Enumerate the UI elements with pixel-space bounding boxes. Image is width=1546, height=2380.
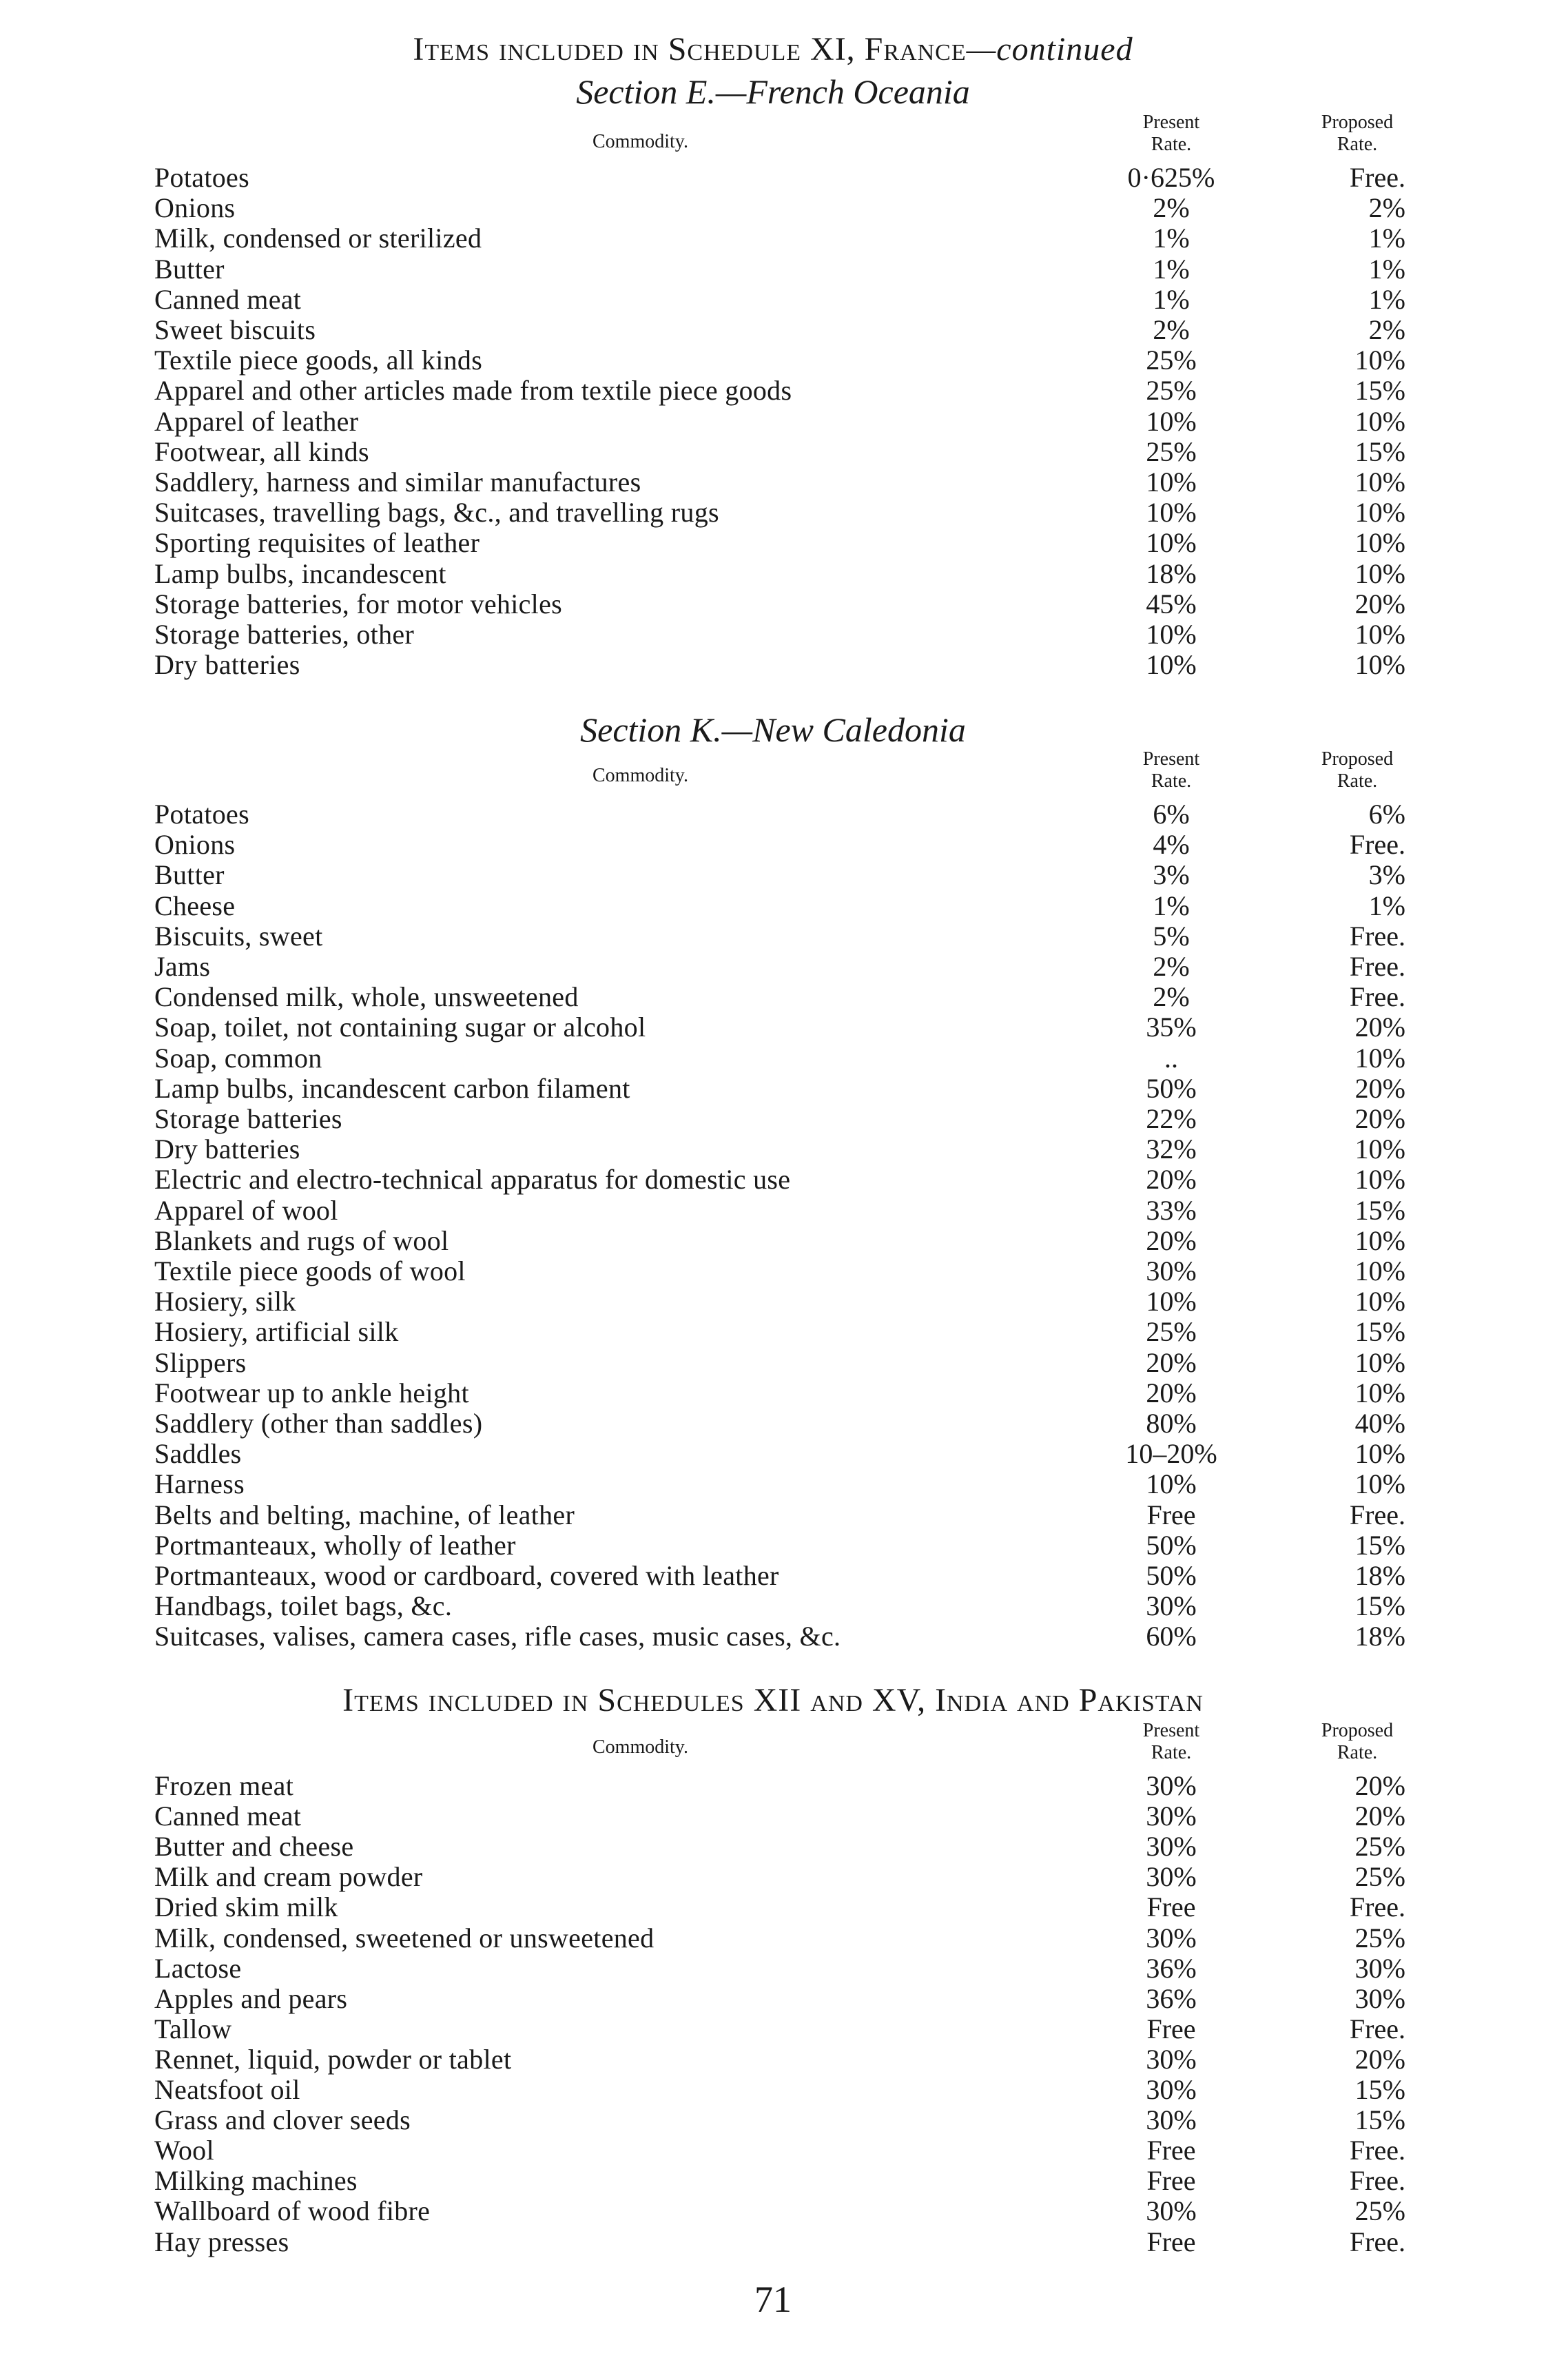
proposed-rate-cell: 15% [1354, 2074, 1405, 2105]
table-row [0, 650, 1546, 680]
present-rate-cell: 80% [1146, 1408, 1197, 1439]
present-rate-cell: 36% [1146, 1982, 1197, 2014]
table-row [0, 982, 1546, 1012]
proposed-rate-cell: 10% [1354, 405, 1405, 437]
commodity-cell: Apparel of wool [154, 1195, 338, 1226]
commodity-cell: Apples and pears [154, 1983, 348, 2014]
commodity-column-header: Commodity. [592, 1736, 688, 1758]
commodity-cell: Biscuits, sweet [154, 921, 323, 952]
table-row [0, 163, 1546, 193]
commodity-cell: Apparel of leather [154, 406, 359, 437]
commodity-cell: Potatoes [154, 799, 249, 830]
present-rate-cell: 25% [1146, 375, 1197, 407]
present-rate-cell: 10% [1146, 649, 1197, 681]
present-rate-cell: 25% [1146, 345, 1197, 376]
proposed-rate-cell: Free. [1349, 920, 1405, 952]
present-rate-cell: Free [1146, 1499, 1196, 1530]
present-rate-cell: 30% [1146, 1590, 1197, 1622]
table-row [0, 223, 1546, 254]
commodity-cell: Handbags, toilet bags, &c. [154, 1591, 453, 1622]
proposed-rate-cell: 18% [1354, 1560, 1405, 1591]
commodity-cell: Blankets and rugs of wool [154, 1225, 449, 1256]
present-rate-cell: 20% [1146, 1164, 1197, 1196]
present-rate-cell: Free [1146, 2165, 1196, 2197]
proposed-rate-cell: 25% [1354, 1861, 1405, 1893]
table-row [0, 1378, 1546, 1408]
commodity-cell: Wallboard of wood fibre [154, 2196, 431, 2227]
table-row [0, 1226, 1546, 1256]
commodity-cell: Textile piece goods, all kinds [154, 345, 483, 376]
table-row [0, 1134, 1546, 1165]
proposed-rate-column-header: Proposed Rate. [1321, 112, 1394, 155]
proposed-rate-cell: 20% [1354, 1770, 1405, 1801]
present-rate-cell: 10% [1146, 405, 1197, 437]
present-rate-cell: 25% [1146, 1316, 1197, 1348]
present-rate-cell: 1% [1153, 253, 1190, 285]
commodity-cell: Apparel and other articles made from textile piece goods [154, 376, 792, 407]
present-rate-cell: 35% [1146, 1012, 1197, 1043]
present-rate-cell: 50% [1146, 1072, 1197, 1104]
present-rate-cell: Free [1146, 2135, 1196, 2166]
commodity-cell: Footwear, all kinds [154, 436, 369, 467]
present-rate-column-header: Present Rate. [1142, 1720, 1200, 1763]
table-row [0, 345, 1546, 376]
present-rate-cell: 30% [1146, 1831, 1197, 1863]
proposed-rate-cell: 15% [1354, 435, 1405, 467]
table-row [0, 1012, 1546, 1043]
proposed-rate-cell: Free. [1349, 981, 1405, 1013]
proposed-rate-cell: Free. [1349, 1891, 1405, 1923]
table-row [0, 2044, 1546, 2075]
present-rate-column-header: Present Rate. [1142, 748, 1200, 792]
schedules-xii-xv-heading: Items included in Schedules XII and XV, India and Pakistan [342, 1682, 1204, 1719]
commodity-cell: Hosiery, silk [154, 1286, 296, 1317]
table-row [0, 376, 1546, 406]
proposed-rate-cell: Free. [1349, 829, 1405, 861]
proposed-rate-cell: 20% [1354, 1103, 1405, 1134]
commodity-cell: Hosiery, artificial silk [154, 1317, 399, 1348]
commodity-cell: Neatsfoot oil [154, 2075, 300, 2105]
proposed-rate-cell: Free. [1349, 2226, 1405, 2257]
proposed-rate-cell: Free. [1349, 2165, 1405, 2197]
proposed-rate-cell: 10% [1354, 527, 1405, 559]
proposed-rate-cell: 10% [1354, 1377, 1405, 1408]
table-row [0, 921, 1546, 952]
heading-continued: —continued [966, 31, 1133, 68]
commodity-cell: Electric and electro-technical apparatus for domestic use [154, 1165, 791, 1196]
present-rate-cell: 0·625% [1127, 162, 1215, 193]
proposed-rate-cell: 40% [1354, 1408, 1405, 1439]
present-rate-cell: 2% [1153, 981, 1190, 1013]
proposed-rate-column-header: Proposed Rate. [1321, 748, 1394, 792]
proposed-rate-cell: 3% [1368, 859, 1405, 891]
proposed-rate-cell: 10% [1354, 497, 1405, 529]
proposed-rate-cell: Free. [1349, 1499, 1405, 1530]
table-row [0, 1348, 1546, 1378]
proposed-rate-cell: 2% [1368, 192, 1405, 224]
proposed-rate-cell: 15% [1354, 375, 1405, 407]
table-row [0, 1801, 1546, 1832]
table-row [0, 1862, 1546, 1892]
proposed-rate-cell: 1% [1368, 223, 1405, 254]
table-row [0, 1832, 1546, 1862]
table-row [0, 1286, 1546, 1317]
present-rate-column-header: Present Rate. [1142, 112, 1200, 155]
present-rate-cell: Free [1146, 2013, 1196, 2044]
commodity-cell: Storage batteries, other [154, 619, 415, 650]
table-row [0, 1074, 1546, 1104]
table-row [0, 1469, 1546, 1499]
commodity-cell: Frozen meat [154, 1771, 294, 1801]
present-rate-cell: 45% [1146, 588, 1197, 619]
present-rate-cell: 60% [1146, 1621, 1197, 1652]
proposed-rate-cell: 1% [1368, 283, 1405, 315]
commodity-cell: Slippers [154, 1347, 247, 1378]
present-rate-cell: 2% [1153, 951, 1190, 982]
present-rate-cell: 18% [1146, 557, 1197, 589]
table-row [0, 467, 1546, 497]
table-row [0, 1165, 1546, 1195]
commodity-cell: Milk, condensed, sweetened or unsweetened [154, 1922, 655, 1953]
proposed-rate-cell: 6% [1368, 799, 1405, 830]
commodity-cell: Hay presses [154, 2226, 289, 2257]
proposed-rate-cell: 18% [1354, 1621, 1405, 1652]
schedule-xi-heading [0, 33, 1546, 66]
present-rate-cell: 10% [1146, 466, 1197, 497]
table-row [0, 1561, 1546, 1591]
table-row [0, 1500, 1546, 1530]
commodity-cell: Milk and cream powder [154, 1862, 423, 1893]
present-rate-cell: 5% [1153, 920, 1190, 952]
present-rate-cell: 10% [1146, 497, 1197, 529]
commodity-cell: Harness [154, 1469, 245, 1500]
table-row [0, 799, 1546, 830]
commodity-cell: Condensed milk, whole, unsweetened [154, 982, 579, 1013]
table-row [0, 254, 1546, 285]
proposed-rate-cell: 10% [1354, 466, 1405, 497]
proposed-rate-cell: Free. [1349, 2135, 1405, 2166]
commodity-cell: Rennet, liquid, powder or tablet [154, 2044, 512, 2075]
proposed-rate-cell: 20% [1354, 1801, 1405, 1832]
commodity-cell: Suitcases, valises, camera cases, rifle cases, music cases, &c. [154, 1621, 841, 1652]
table-row [0, 2075, 1546, 2105]
proposed-rate-cell: 15% [1354, 1590, 1405, 1622]
present-rate-cell: 30% [1146, 2104, 1197, 2136]
commodity-cell: Saddles [154, 1439, 242, 1470]
proposed-rate-cell: 10% [1354, 345, 1405, 376]
commodity-cell: Canned meat [154, 284, 302, 315]
commodity-cell: Portmanteaux, wholly of leather [154, 1530, 516, 1561]
table-row [0, 559, 1546, 589]
table-row [0, 437, 1546, 467]
table-row [0, 497, 1546, 528]
commodity-cell: Butter [154, 860, 225, 891]
table-row [0, 1892, 1546, 1922]
table-row [0, 407, 1546, 437]
table-row [0, 1953, 1546, 1984]
proposed-rate-cell: 1% [1368, 253, 1405, 285]
commodity-cell: Tallow [154, 2013, 232, 2044]
table-row [0, 528, 1546, 558]
table-row [0, 2166, 1546, 2196]
table-row [0, 1317, 1546, 1347]
table-row [0, 1923, 1546, 1953]
present-rate-cell: 10% [1146, 527, 1197, 559]
commodity-cell: Saddlery, harness and similar manufactures [154, 467, 641, 497]
table-row [0, 2196, 1546, 2226]
present-rate-cell: 1% [1153, 890, 1190, 921]
proposed-rate-cell: 20% [1354, 2043, 1405, 2075]
proposed-rate-cell: 10% [1354, 649, 1405, 681]
commodity-cell: Belts and belting, machine, of leather [154, 1499, 575, 1530]
proposed-rate-cell: 15% [1354, 1529, 1405, 1561]
proposed-rate-cell: 20% [1354, 1072, 1405, 1104]
proposed-rate-cell: 10% [1354, 1255, 1405, 1286]
table-row [0, 2105, 1546, 2135]
table-row [0, 860, 1546, 890]
commodity-cell: Dried skim milk [154, 1892, 338, 1923]
section-k-title: Section K.—New Caledonia [580, 710, 966, 749]
table-row [0, 285, 1546, 315]
present-rate-cell: 20% [1146, 1224, 1197, 1256]
table-row [0, 1104, 1546, 1134]
commodity-cell: Dry batteries [154, 650, 300, 681]
table-row [0, 1984, 1546, 2014]
present-rate-cell: 22% [1146, 1103, 1197, 1134]
present-rate-cell: .. [1164, 1042, 1178, 1074]
commodity-cell: Wool [154, 2135, 214, 2166]
present-rate-cell: 2% [1153, 192, 1190, 224]
commodity-cell: Canned meat [154, 1801, 302, 1832]
present-rate-cell: 1% [1153, 283, 1190, 315]
commodity-cell: Sweet biscuits [154, 315, 316, 345]
present-rate-cell: 10% [1146, 1468, 1197, 1500]
commodity-cell: Soap, toilet, not containing sugar or alcohol [154, 1012, 646, 1043]
table-row [0, 1408, 1546, 1439]
commodity-cell: Storage batteries [154, 1104, 342, 1134]
commodity-cell: Milking machines [154, 2166, 358, 2197]
commodity-cell: Jams [154, 952, 211, 982]
table-row [0, 891, 1546, 921]
present-rate-cell: 32% [1146, 1133, 1197, 1165]
proposed-rate-cell: 10% [1354, 1468, 1405, 1500]
present-rate-cell: 30% [1146, 2074, 1197, 2105]
commodity-cell: Grass and clover seeds [154, 2105, 411, 2136]
proposed-rate-cell: 10% [1354, 1346, 1405, 1378]
proposed-rate-cell: 30% [1354, 1952, 1405, 1984]
commodity-column-header: Commodity. [592, 131, 688, 152]
table-row [0, 2227, 1546, 2257]
commodity-cell: Milk, condensed or sterilized [154, 223, 482, 254]
table-row [0, 589, 1546, 619]
proposed-rate-cell: 20% [1354, 588, 1405, 619]
table-row [0, 1591, 1546, 1621]
proposed-rate-cell: Free. [1349, 951, 1405, 982]
proposed-rate-cell: 25% [1354, 1922, 1405, 1953]
table-row [0, 830, 1546, 860]
commodity-cell: Lactose [154, 1953, 242, 1984]
table-row [0, 619, 1546, 650]
section-e-title: Section E.—French Oceania [576, 72, 970, 111]
table-row [0, 1771, 1546, 1801]
table-row [0, 1256, 1546, 1286]
proposed-rate-cell: 25% [1354, 1831, 1405, 1863]
present-rate-cell: 30% [1146, 2043, 1197, 2075]
present-rate-cell: 30% [1146, 1861, 1197, 1893]
present-rate-cell: 50% [1146, 1529, 1197, 1561]
commodity-cell: Onions [154, 830, 236, 861]
proposed-rate-cell: 30% [1354, 1982, 1405, 2014]
commodity-cell: Storage batteries, for motor vehicles [154, 588, 563, 619]
table-row [0, 1043, 1546, 1074]
proposed-rate-cell: 25% [1354, 2195, 1405, 2227]
table-row [0, 315, 1546, 345]
present-rate-cell: 30% [1146, 1770, 1197, 1801]
present-rate-cell: Free [1146, 2226, 1196, 2257]
proposed-rate-cell: Free. [1349, 162, 1405, 193]
proposed-rate-column-header: Proposed Rate. [1321, 1720, 1394, 1763]
commodity-cell: Sporting requisites of leather [154, 528, 480, 559]
present-rate-cell: 50% [1146, 1560, 1197, 1591]
present-rate-cell: 1% [1153, 223, 1190, 254]
proposed-rate-cell: 10% [1354, 1286, 1405, 1317]
commodity-cell: Butter and cheese [154, 1832, 354, 1863]
commodity-cell: Portmanteaux, wood or cardboard, covered with leather [154, 1561, 779, 1591]
proposed-rate-cell: Free. [1349, 2013, 1405, 2044]
present-rate-cell: 3% [1153, 859, 1190, 891]
table-row [0, 2014, 1546, 2044]
commodity-column-header: Commodity. [592, 765, 688, 786]
commodity-cell: Potatoes [154, 163, 249, 193]
present-rate-cell: 10% [1146, 619, 1197, 650]
proposed-rate-cell: 2% [1368, 314, 1405, 345]
commodity-cell: Lamp bulbs, incandescent carbon filament [154, 1073, 630, 1104]
proposed-rate-cell: 15% [1354, 1316, 1405, 1348]
present-rate-cell: 10% [1146, 1286, 1197, 1317]
present-rate-cell: 30% [1146, 1922, 1197, 1953]
table-row [0, 952, 1546, 982]
proposed-rate-cell: 10% [1354, 1438, 1405, 1470]
present-rate-cell: Free [1146, 1891, 1196, 1923]
proposed-rate-cell: 15% [1354, 2104, 1405, 2136]
present-rate-cell: 2% [1153, 314, 1190, 345]
table-row [0, 1196, 1546, 1226]
present-rate-cell: 30% [1146, 2195, 1197, 2227]
proposed-rate-cell: 1% [1368, 890, 1405, 921]
commodity-cell: Soap, common [154, 1043, 322, 1074]
table-row [0, 1621, 1546, 1652]
proposed-rate-cell: 15% [1354, 1194, 1405, 1226]
commodity-cell: Footwear up to ankle height [154, 1377, 469, 1408]
present-rate-cell: 4% [1153, 829, 1190, 861]
proposed-rate-cell: 10% [1354, 1042, 1405, 1074]
commodity-cell: Butter [154, 254, 225, 285]
page-number: 71 [754, 2279, 792, 2320]
commodity-cell: Onions [154, 193, 236, 224]
table-row [0, 1530, 1546, 1561]
commodity-cell: Lamp bulbs, incandescent [154, 558, 446, 589]
commodity-cell: Cheese [154, 890, 236, 921]
commodity-cell: Dry batteries [154, 1134, 300, 1165]
present-rate-cell: 20% [1146, 1377, 1197, 1408]
proposed-rate-cell: 10% [1354, 557, 1405, 589]
present-rate-cell: 20% [1146, 1346, 1197, 1378]
present-rate-cell: 6% [1153, 799, 1190, 830]
commodity-cell: Saddlery (other than saddles) [154, 1408, 483, 1439]
proposed-rate-cell: 10% [1354, 1133, 1405, 1165]
commodity-cell: Textile piece goods of wool [154, 1256, 466, 1286]
present-rate-cell: 10–20% [1125, 1438, 1217, 1470]
proposed-rate-cell: 20% [1354, 1012, 1405, 1043]
table-row [0, 193, 1546, 223]
present-rate-cell: 25% [1146, 435, 1197, 467]
heading-main: Items included in Schedule XI, France [413, 31, 967, 68]
present-rate-cell: 33% [1146, 1194, 1197, 1226]
present-rate-cell: 36% [1146, 1952, 1197, 1984]
commodity-cell: Suitcases, travelling bags, &c., and travelling rugs [154, 497, 719, 529]
present-rate-cell: 30% [1146, 1801, 1197, 1832]
table-row [0, 1439, 1546, 1469]
table-row [0, 2135, 1546, 2166]
proposed-rate-cell: 10% [1354, 1224, 1405, 1256]
present-rate-cell: 30% [1146, 1255, 1197, 1286]
proposed-rate-cell: 10% [1354, 1164, 1405, 1196]
proposed-rate-cell: 10% [1354, 619, 1405, 650]
